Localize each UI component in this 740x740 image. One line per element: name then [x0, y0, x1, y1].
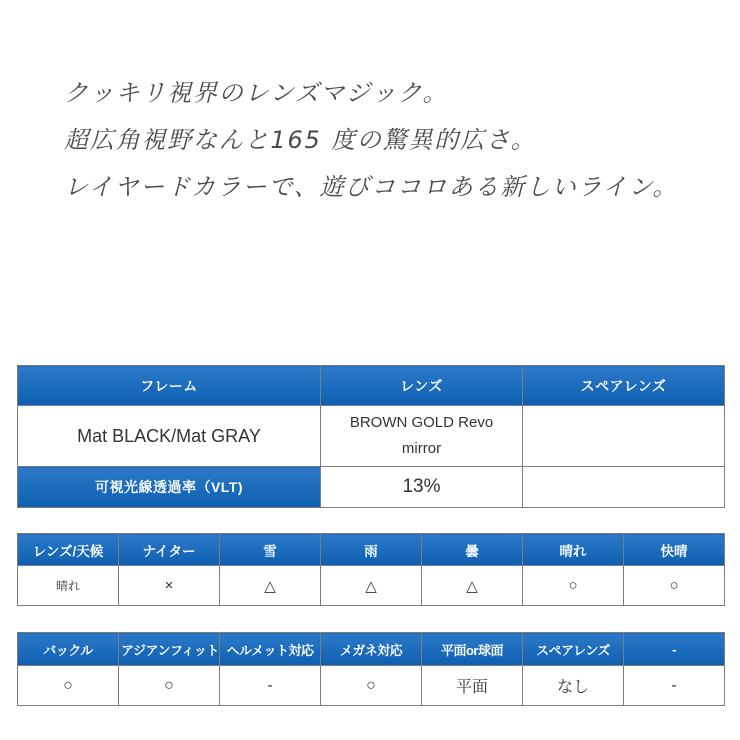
- frame-lens-table: [17, 365, 725, 508]
- weather-header-snow: 雪: [220, 534, 321, 566]
- weather-header-rain: 雨: [321, 534, 422, 566]
- weather-value-lens-condition: 晴れ: [18, 566, 119, 606]
- spare-lens-header: スペアレンズ: [523, 366, 725, 406]
- spare-lens-value: [523, 406, 725, 467]
- table-row: [18, 406, 725, 467]
- table-header-row: [18, 633, 725, 666]
- feature-value-buckle: ○: [18, 666, 119, 706]
- lens-value-line1: BROWN GOLD Revo: [349, 414, 494, 431]
- table-header-row: [18, 534, 725, 566]
- weather-value-snow: △: [220, 566, 321, 606]
- weather-value-sunny: ○: [523, 566, 624, 606]
- frame-value: Mat BLACK/Mat GRAY: [18, 406, 321, 467]
- vlt-value: 13%: [321, 467, 523, 508]
- weather-header-lens-condition: レンズ/天候: [18, 534, 119, 566]
- table-row: [18, 566, 725, 606]
- table-header-row: [18, 366, 725, 406]
- feature-value-spare-lens: なし: [523, 666, 624, 706]
- weather-value-night: ×: [119, 566, 220, 606]
- features-table: [17, 632, 725, 706]
- feature-header-buckle: バックル: [18, 633, 119, 666]
- feature-header-spare-lens: スペアレンズ: [523, 633, 624, 666]
- weather-header-cloudy: 曇: [422, 534, 523, 566]
- lens-value: [321, 406, 523, 467]
- intro-line: クッキリ視界のレンズマジック。: [64, 79, 449, 107]
- feature-value-asian-fit: ○: [119, 666, 220, 706]
- vlt-extra-cell: [523, 467, 725, 508]
- vlt-label: 可視光線透過率（VLT): [18, 467, 321, 508]
- feature-header-asian-fit: アジアンフィット: [119, 633, 220, 666]
- table-row: [18, 666, 725, 706]
- weather-value-clear: ○: [624, 566, 725, 606]
- intro-line: 超広角視野なんと165 度の驚異的広さ。: [64, 126, 537, 154]
- feature-value-lens-shape: 平面: [422, 666, 523, 706]
- feature-header-glasses: メガネ対応: [321, 633, 422, 666]
- weather-header-clear: 快晴: [624, 534, 725, 566]
- intro-text: [64, 70, 714, 211]
- weather-value-rain: △: [321, 566, 422, 606]
- feature-header-helmet: ヘルメット対応: [220, 633, 321, 666]
- weather-header-sunny: 晴れ: [523, 534, 624, 566]
- feature-header-blank: -: [624, 633, 725, 666]
- frame-header: フレーム: [18, 366, 321, 406]
- feature-value-blank: -: [624, 666, 725, 706]
- table-row: [18, 467, 725, 508]
- weather-value-cloudy: △: [422, 566, 523, 606]
- weather-header-night: ナイター: [119, 534, 220, 566]
- feature-value-helmet: -: [220, 666, 321, 706]
- feature-header-lens-shape: 平面or球面: [422, 633, 523, 666]
- lens-value-line2: mirror: [401, 440, 442, 457]
- lens-header: レンズ: [321, 366, 523, 406]
- weather-table: [17, 533, 725, 606]
- intro-line: レイヤードカラーで、遊びココロある新しいライン。: [64, 173, 679, 201]
- feature-value-glasses: ○: [321, 666, 422, 706]
